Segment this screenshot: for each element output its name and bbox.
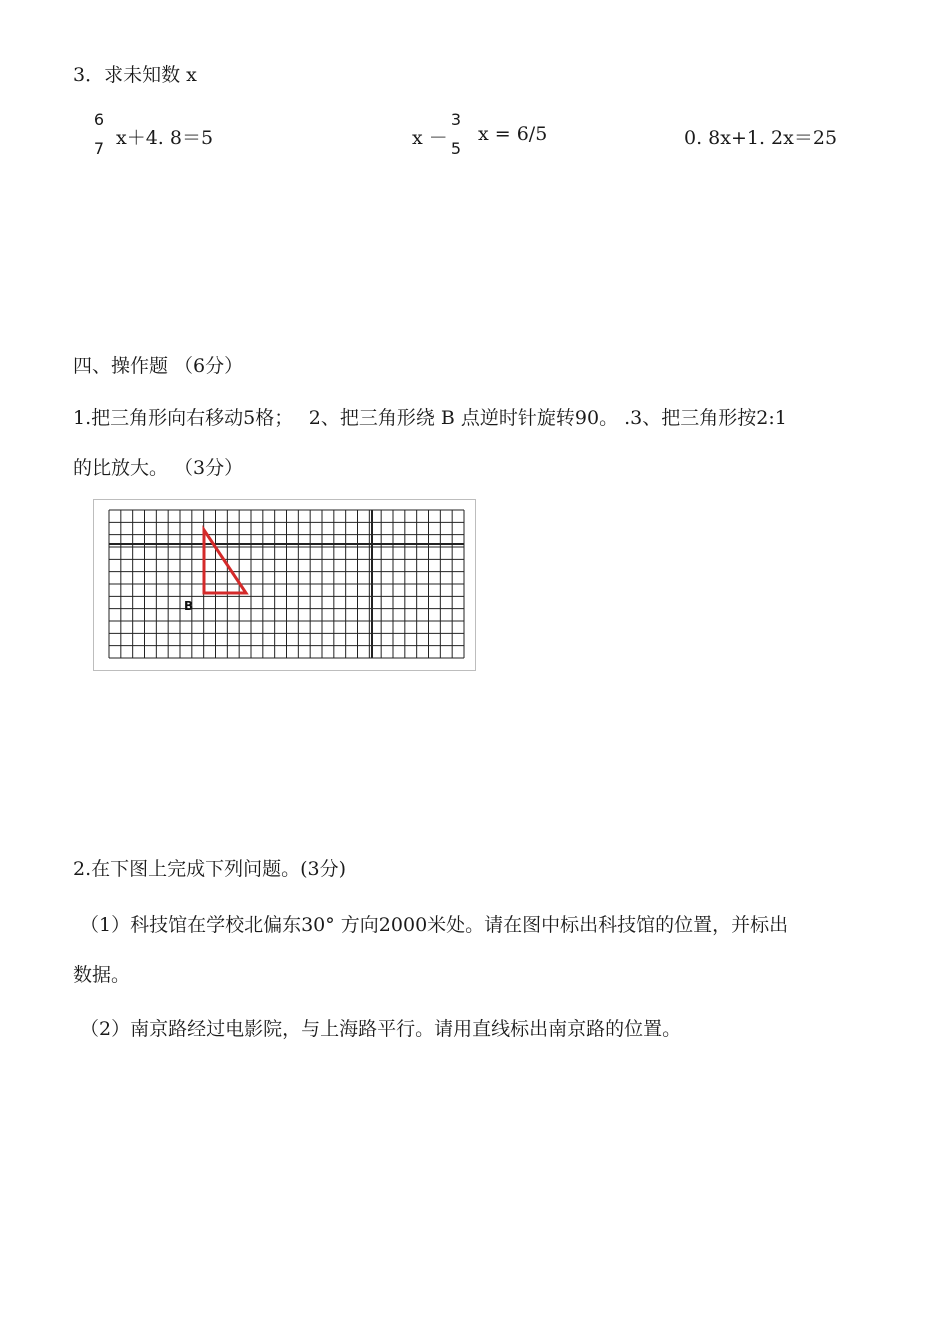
- question-2-sub-1-line-2: 数据。: [73, 964, 131, 986]
- eq1-numerator: 6: [93, 110, 105, 129]
- eq1-body: x＋4. 8＝5: [116, 127, 214, 149]
- eq1-denominator: 7: [93, 139, 105, 158]
- section-3-title: 3．求未知数 x: [73, 64, 197, 86]
- eq2-body: x = 6/5: [478, 123, 548, 145]
- eq2-prefix: x －: [412, 127, 448, 149]
- grid-lines: [109, 510, 464, 658]
- eq2-denominator: 5: [450, 139, 462, 158]
- point-b-label: B: [184, 599, 194, 613]
- eq2-numerator: 3: [450, 110, 462, 129]
- question-2-title: 2.在下图上完成下列问题。(3分): [73, 858, 347, 880]
- question-1-line-2: 的比放大。 （3分）: [73, 457, 244, 479]
- question-2-sub-2: （2）南京路经过电影院，与上海路平行。请用直线标出南京路的位置。: [80, 1018, 682, 1040]
- grid-svg: [94, 500, 475, 670]
- grid-figure: [93, 499, 476, 671]
- equation-3: 0. 8x+1. 2x＝25: [684, 127, 838, 149]
- question-2-sub-1-line-1: （1）科技馆在学校北偏东30° 方向2000米处。请在图中标出科技馆的位置，并标出: [80, 914, 789, 936]
- section-4-title: 四、操作题 （6分）: [73, 355, 244, 377]
- question-1-line-1: 1.把三角形向右移动5格； 2、把三角形绕 B 点逆时针旋转90。 .3、把三角形按2:1: [73, 407, 787, 429]
